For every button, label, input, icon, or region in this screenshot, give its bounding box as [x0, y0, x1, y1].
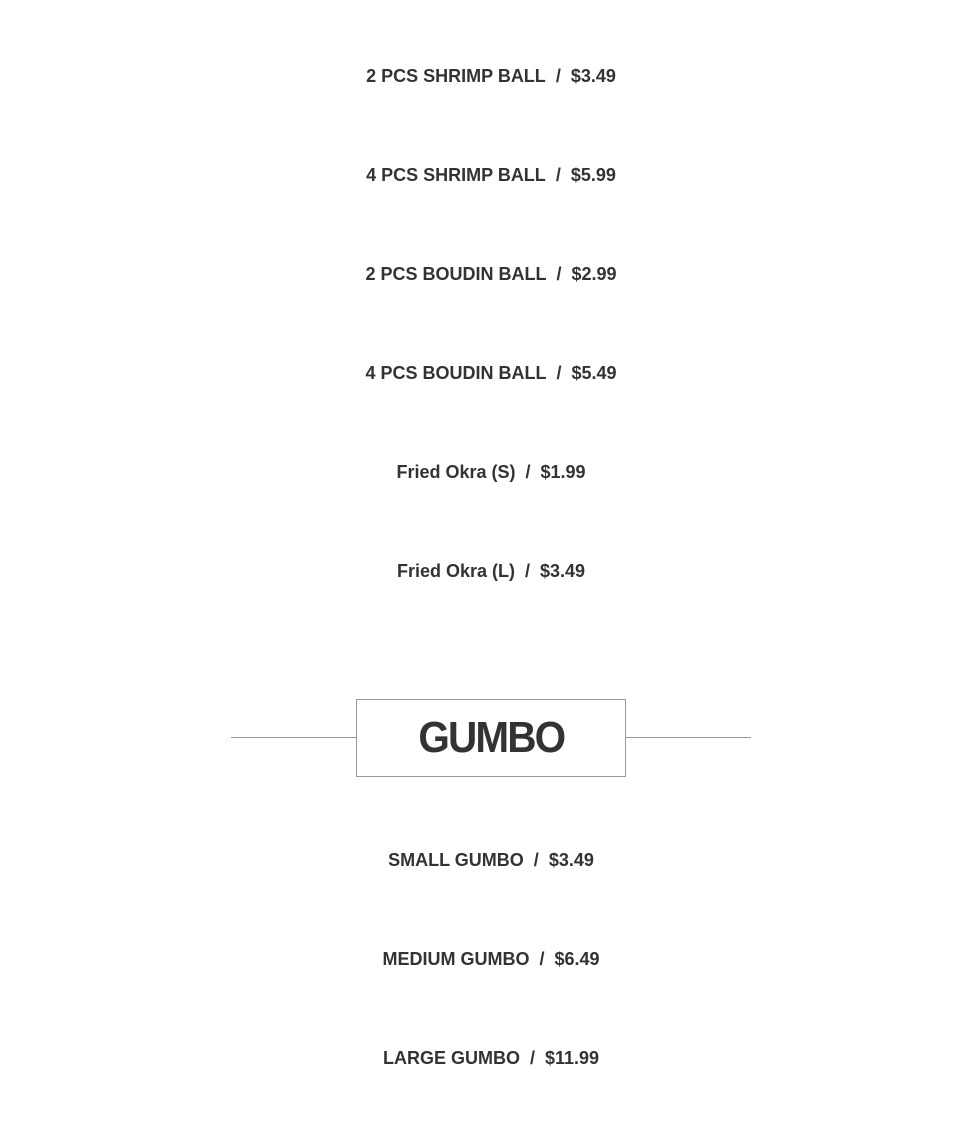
section-title-box [356, 699, 626, 777]
menu-item-name: 4 PCS SHRIMP BALL [366, 165, 546, 185]
menu-item [0, 849, 966, 871]
menu-item-name: Fried Okra (L) [396, 561, 515, 581]
menu-item-name: 2 PCS BOUDIN BALL [365, 264, 547, 284]
divider-left [231, 737, 356, 738]
menu-item [0, 164, 966, 186]
menu-item-name: 2 PCS SHRIMP BALL [366, 66, 546, 86]
menu-item-name: Fried Okra (S) [396, 462, 516, 482]
menu-item-price: $3.49 [570, 66, 616, 86]
menu-item-name: LARGE GUMBO [382, 1048, 520, 1068]
menu-item-price: $2.99 [571, 264, 617, 284]
price-separator: / [555, 165, 561, 185]
gumbo-section-header [231, 699, 751, 777]
menu-item-name: MEDIUM GUMBO [382, 949, 530, 969]
menu-item-price: $3.49 [540, 561, 586, 581]
menu-item [0, 362, 966, 384]
menu-item [0, 948, 966, 970]
price-separator: / [555, 66, 561, 86]
menu-item [0, 560, 966, 582]
menu-item-price: $6.49 [554, 949, 600, 969]
price-separator: / [533, 850, 539, 870]
menu-item-name: SMALL GUMBO [388, 850, 524, 870]
price-separator: / [556, 264, 562, 284]
menu-item [0, 1047, 966, 1069]
price-separator: / [539, 949, 545, 969]
price-separator: / [524, 561, 530, 581]
price-separator: / [525, 462, 531, 482]
menu-item-price: $1.99 [540, 462, 586, 482]
menu-item-name: 4 PCS BOUDIN BALL [365, 363, 547, 383]
section-title: GUMBO [418, 713, 564, 762]
menu-item-price: $5.99 [570, 165, 616, 185]
menu-item [0, 65, 966, 87]
divider-right [626, 737, 751, 738]
menu-item [0, 461, 966, 483]
menu-item-price: $3.49 [548, 850, 594, 870]
price-separator: / [556, 363, 562, 383]
menu-item-price: $5.49 [571, 363, 617, 383]
menu-item-price: $11.99 [544, 1048, 600, 1068]
price-separator: / [529, 1048, 535, 1068]
menu-item [0, 263, 966, 285]
